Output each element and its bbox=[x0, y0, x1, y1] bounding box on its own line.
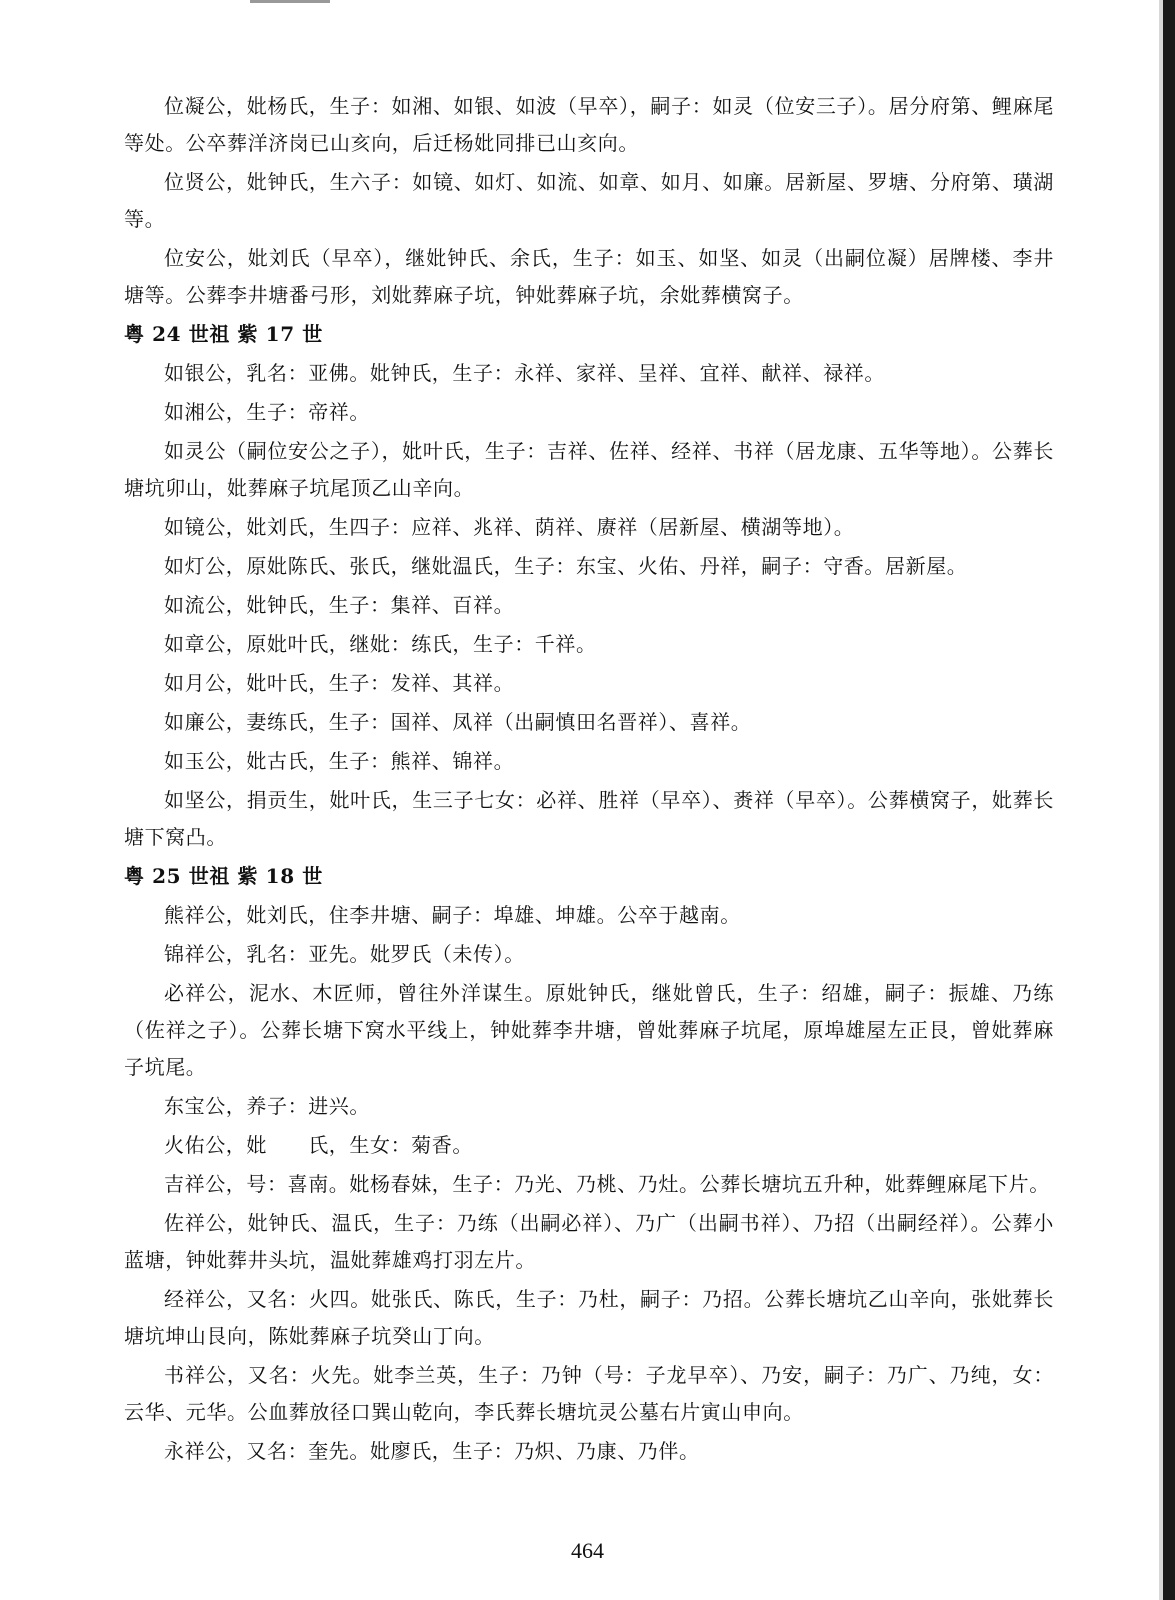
paragraph-ruling: 如灵公（嗣位安公之子），妣叶氏，生子：吉祥、佐祥、经祥、书祥（居龙康、五华等地）。公葬长塘坑卯山，妣葬麻子坑尾顶乙山辛向。 bbox=[124, 439, 1054, 500]
paragraph-yongxiang: 永祥公，又名：奎先。妣廖氏，生子：乃炽、乃康、乃伴。 bbox=[164, 1439, 700, 1463]
page-body bbox=[124, 88, 1054, 1472]
section-title-gen25: 粤 25 世祖 紫 18 世 bbox=[124, 864, 323, 888]
paragraph-weining: 位凝公，妣杨氏，生子：如湘、如银、如波（早卒），嗣子：如灵（位安三子）。居分府第、鲤麻尾等处。公卒葬洋济岗已山亥向，后迁杨妣同排已山亥向。 bbox=[124, 94, 1054, 155]
scan-artifact-top bbox=[250, 0, 330, 3]
paragraph-jinxiang: 锦祥公，乳名：亚先。妣罗氏（未传）。 bbox=[164, 942, 525, 966]
paragraph-rujian: 如坚公，捐贡生，妣叶氏，生三子七女：必祥、胜祥（早卒）、赉祥（早卒）。公葬横窝子，妣葬长塘下窝凸。 bbox=[124, 788, 1054, 849]
paragraph-ruliu: 如流公，妣钟氏，生子：集祥、百祥。 bbox=[164, 593, 515, 617]
scan-edge bbox=[1163, 0, 1175, 1600]
paragraph-ruxiang: 如湘公，生子：帝祥。 bbox=[164, 400, 370, 424]
paragraph-bixiang: 必祥公，泥水、木匠师，曾往外洋谋生。原妣钟氏，继妣曾氏，生子：绍雄，嗣子：振雄、乃练（佐祥之子）。公葬长塘下窝水平线上，钟妣葬李井塘，曾妣葬麻子坑尾，原埠雄屋左正艮，曾妣葬麻子坑尾。 bbox=[124, 981, 1054, 1079]
paragraph-ruyin: 如银公，乳名：亚佛。妣钟氏，生子：永祥、家祥、呈祥、宜祥、献祥、禄祥。 bbox=[164, 361, 885, 385]
paragraph-rujing: 如镜公，妣刘氏，生四子：应祥、兆祥、荫祥、赓祥（居新屋、横湖等地）。 bbox=[164, 515, 855, 539]
paragraph-weixian: 位贤公，妣钟氏，生六子：如镜、如灯、如流、如章、如月、如廉。居新屋、罗塘、分府第、璜湖等。 bbox=[124, 170, 1054, 231]
paragraph-jingxiang: 经祥公，又名：火四。妣张氏、陈氏，生子：乃杜，嗣子：乃招。公葬长塘坑乙山辛向，张妣葬长塘坑坤山艮向，陈妣葬麻子坑癸山丁向。 bbox=[124, 1287, 1054, 1348]
paragraph-xiongxiang: 熊祥公，妣刘氏，住李井塘、嗣子：埠雄、坤雄。公卒于越南。 bbox=[164, 903, 741, 927]
paragraph-ruzhang: 如章公，原妣叶氏，继妣：练氏，生子：千祥。 bbox=[164, 632, 597, 656]
paragraph-jixiang: 吉祥公，号：喜南。妣杨春妹，生子：乃光、乃桃、乃灶。公葬长塘坑五升种，妣葬鲤麻尾下片。 bbox=[164, 1172, 1050, 1196]
paragraph-zuoxiang: 佐祥公，妣钟氏、温氏，生子：乃练（出嗣必祥）、乃广（出嗣书祥）、乃招（出嗣经祥）。公葬小蓝塘，钟妣葬井头坑，温妣葬雄鸡打羽左片。 bbox=[124, 1211, 1054, 1272]
paragraph-huoyou: 火佑公，妣 氏，生女：菊香。 bbox=[164, 1133, 473, 1157]
paragraph-dongbao: 东宝公，养子：进兴。 bbox=[164, 1094, 370, 1118]
paragraph-weian: 位安公，妣刘氏（早卒），继妣钟氏、余氏，生子：如玉、如坚、如灵（出嗣位凝）居牌楼、李井塘等。公葬李井塘番弓形，刘妣葬麻子坑，钟妣葬麻子坑，余妣葬横窝子。 bbox=[124, 246, 1054, 307]
section-title-gen24: 粤 24 世祖 紫 17 世 bbox=[124, 322, 323, 346]
paragraph-ruyu: 如玉公，妣古氏，生子：熊祥、锦祥。 bbox=[164, 749, 515, 773]
paragraph-ruyue: 如月公，妣叶氏，生子：发祥、其祥。 bbox=[164, 671, 515, 695]
page-number: 464 bbox=[571, 1538, 604, 1563]
paragraph-rulian: 如廉公，妻练氏，生子：国祥、凤祥（出嗣慎田名晋祥）、喜祥。 bbox=[164, 710, 752, 734]
paragraph-rudeng: 如灯公，原妣陈氏、张氏，继妣温氏，生子：东宝、火佑、丹祥，嗣子：守香。居新屋。 bbox=[164, 554, 968, 578]
paragraph-shuxiang: 书祥公，又名：火先。妣李兰英，生子：乃钟（号：子龙早卒）、乃安，嗣子：乃广、乃纯，女：云华、元华。公血葬放径口巽山乾向，李氏葬长塘坑灵公墓右片寅山申向。 bbox=[124, 1363, 1054, 1424]
